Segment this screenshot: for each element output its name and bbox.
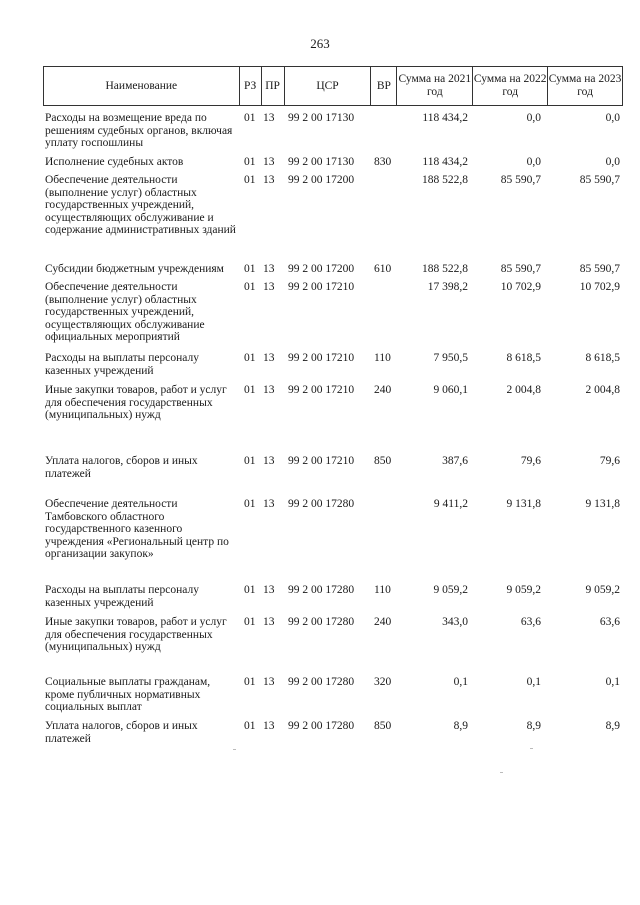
row-sum-2021: 8,9: [453, 720, 468, 732]
row-sum-2023: 8,9: [605, 720, 620, 732]
scan-mark: [233, 749, 236, 750]
row-sum-2022: 8,9: [526, 720, 541, 732]
row-pr: 13: [263, 384, 275, 396]
row-csr: 99 2 00 17210: [288, 352, 355, 364]
row-rz: 01: [244, 281, 256, 293]
row-sum-2021: 118 434,2: [422, 112, 468, 124]
row-vr: 830: [374, 156, 392, 168]
row-csr: 99 2 00 17280: [288, 616, 355, 628]
row-sum-2021: 7 950,5: [433, 352, 468, 364]
row-sum-2022: 79,6: [520, 455, 541, 467]
row-csr: 99 2 00 17210: [288, 281, 355, 293]
row-rz: 01: [244, 112, 256, 124]
scan-mark: [500, 772, 503, 773]
row-sum-2022: 9 059,2: [506, 584, 541, 596]
table-header: [43, 66, 623, 106]
row-sum-2022: 0,0: [526, 156, 541, 168]
row-pr: 13: [263, 281, 275, 293]
row-sum-2021: 343,0: [442, 616, 468, 628]
row-rz: 01: [244, 455, 256, 467]
page-number: 263: [310, 36, 330, 51]
row-sum-2021: 17 398,2: [427, 281, 468, 293]
row-sum-2022: 85 590,7: [500, 263, 541, 275]
row-pr: 13: [263, 455, 275, 467]
row-sum-2023: 79,6: [599, 455, 620, 467]
row-rz: 01: [244, 156, 256, 168]
row-name: Расходы на возмещение вреда по решениям судебных органов, включая уплату госпошлины: [45, 112, 233, 150]
row-name: Обеспечение деятельности Тамбовского областного государственного казенного учреждения «Региональный центр по организации закупок»: [45, 498, 229, 561]
row-sum-2021: 188 522,8: [422, 263, 468, 275]
row-csr: 99 2 00 17280: [288, 498, 355, 510]
row-sum-2023: 9 131,8: [585, 498, 620, 510]
row-pr: 13: [263, 352, 275, 364]
row-sum-2022: 85 590,7: [500, 174, 541, 186]
header-name: Наименование: [44, 67, 240, 105]
row-vr: 110: [374, 352, 391, 364]
row-pr: 13: [263, 263, 275, 275]
row-rz: 01: [244, 676, 256, 688]
row-rz: 01: [244, 352, 256, 364]
row-rz: 01: [244, 384, 256, 396]
row-pr: 13: [263, 174, 275, 186]
row-rz: 01: [244, 720, 256, 732]
header-csr: ЦСР: [285, 67, 372, 105]
row-csr: 99 2 00 17210: [288, 384, 355, 396]
row-name: Обеспечение деятельности (выполнение услуг) областных государственных учреждений, осуществляющих обслуживание и содержание административных зданий: [45, 174, 236, 237]
header-sum-2021: Сумма на 2021 год: [397, 67, 473, 105]
row-name: Субсидии бюджетным учреждениям: [45, 263, 224, 275]
row-vr: 610: [374, 263, 392, 275]
row-csr: 99 2 00 17200: [288, 174, 355, 186]
header-rz: РЗ: [240, 67, 262, 105]
row-pr: 13: [263, 616, 275, 628]
row-pr: 13: [263, 584, 275, 596]
row-name: Социальные выплаты гражданам, кроме публичных нормативных социальных выплат: [45, 676, 211, 714]
row-sum-2021: 9 059,2: [433, 584, 468, 596]
row-vr: 240: [374, 384, 392, 396]
row-sum-2022: 2 004,8: [506, 384, 541, 396]
row-csr: 99 2 00 17200: [288, 263, 355, 275]
row-vr: 110: [374, 584, 391, 596]
row-name: Уплата налогов, сборов и иных платежей: [45, 455, 198, 480]
row-csr: 99 2 00 17130: [288, 112, 355, 124]
row-vr: 320: [374, 676, 392, 688]
row-rz: 01: [244, 498, 256, 510]
row-name: Обеспечение деятельности (выполнение услуг) областных государственных учреждений, осуществляющих обслуживание официальных мероприятий: [45, 281, 205, 344]
row-name: Иные закупки товаров, работ и услуг для обеспечения государственных (муниципальных) нужд: [45, 384, 227, 422]
row-sum-2023: 8 618,5: [585, 352, 620, 364]
row-rz: 01: [244, 584, 256, 596]
row-rz: 01: [244, 263, 256, 275]
row-sum-2021: 387,6: [442, 455, 468, 467]
row-pr: 13: [263, 498, 275, 510]
row-pr: 13: [263, 112, 275, 124]
row-pr: 13: [263, 156, 275, 168]
row-vr: 850: [374, 720, 392, 732]
budget-table: [43, 66, 623, 745]
row-csr: 99 2 00 17280: [288, 584, 355, 596]
row-sum-2023: 85 590,7: [579, 174, 620, 186]
row-rz: 01: [244, 174, 256, 186]
row-sum-2022: 0,1: [526, 676, 541, 688]
row-sum-2022: 0,0: [526, 112, 541, 124]
row-sum-2023: 0,0: [605, 112, 620, 124]
row-sum-2023: 9 059,2: [585, 584, 620, 596]
row-sum-2021: 118 434,2: [422, 156, 468, 168]
row-name: Расходы на выплаты персоналу казенных учреждений: [45, 584, 199, 609]
row-vr: 240: [374, 616, 392, 628]
row-name: Иные закупки товаров, работ и услуг для обеспечения государственных (муниципальных) нужд: [45, 616, 227, 654]
row-sum-2022: 8 618,5: [506, 352, 541, 364]
row-sum-2021: 0,1: [453, 676, 468, 688]
scan-mark: [530, 748, 533, 749]
row-vr: 850: [374, 455, 392, 467]
row-name: Уплата налогов, сборов и иных платежей: [45, 720, 198, 745]
header-sum-2023: Сумма на 2023 год: [548, 67, 623, 105]
row-sum-2023: 0,1: [605, 676, 620, 688]
row-csr: 99 2 00 17280: [288, 676, 355, 688]
header-pr: ПР: [262, 67, 285, 105]
header-sum-2022: Сумма на 2022 год: [473, 67, 548, 105]
row-name: Исполнение судебных актов: [45, 156, 184, 168]
row-sum-2023: 0,0: [605, 156, 620, 168]
row-sum-2023: 63,6: [599, 616, 620, 628]
row-csr: 99 2 00 17130: [288, 156, 355, 168]
row-sum-2021: 188 522,8: [422, 174, 468, 186]
row-pr: 13: [263, 676, 275, 688]
row-sum-2023: 2 004,8: [585, 384, 620, 396]
header-vr: ВР: [371, 67, 397, 105]
row-csr: 99 2 00 17210: [288, 455, 355, 467]
row-sum-2021: 9 411,2: [433, 498, 468, 510]
row-name: Расходы на выплаты персоналу казенных учреждений: [45, 352, 199, 377]
row-sum-2023: 85 590,7: [579, 263, 620, 275]
row-sum-2021: 9 060,1: [433, 384, 468, 396]
row-rz: 01: [244, 616, 256, 628]
row-csr: 99 2 00 17280: [288, 720, 355, 732]
row-pr: 13: [263, 720, 275, 732]
row-sum-2022: 63,6: [520, 616, 541, 628]
row-sum-2022: 9 131,8: [506, 498, 541, 510]
row-sum-2023: 10 702,9: [579, 281, 620, 293]
row-sum-2022: 10 702,9: [500, 281, 541, 293]
